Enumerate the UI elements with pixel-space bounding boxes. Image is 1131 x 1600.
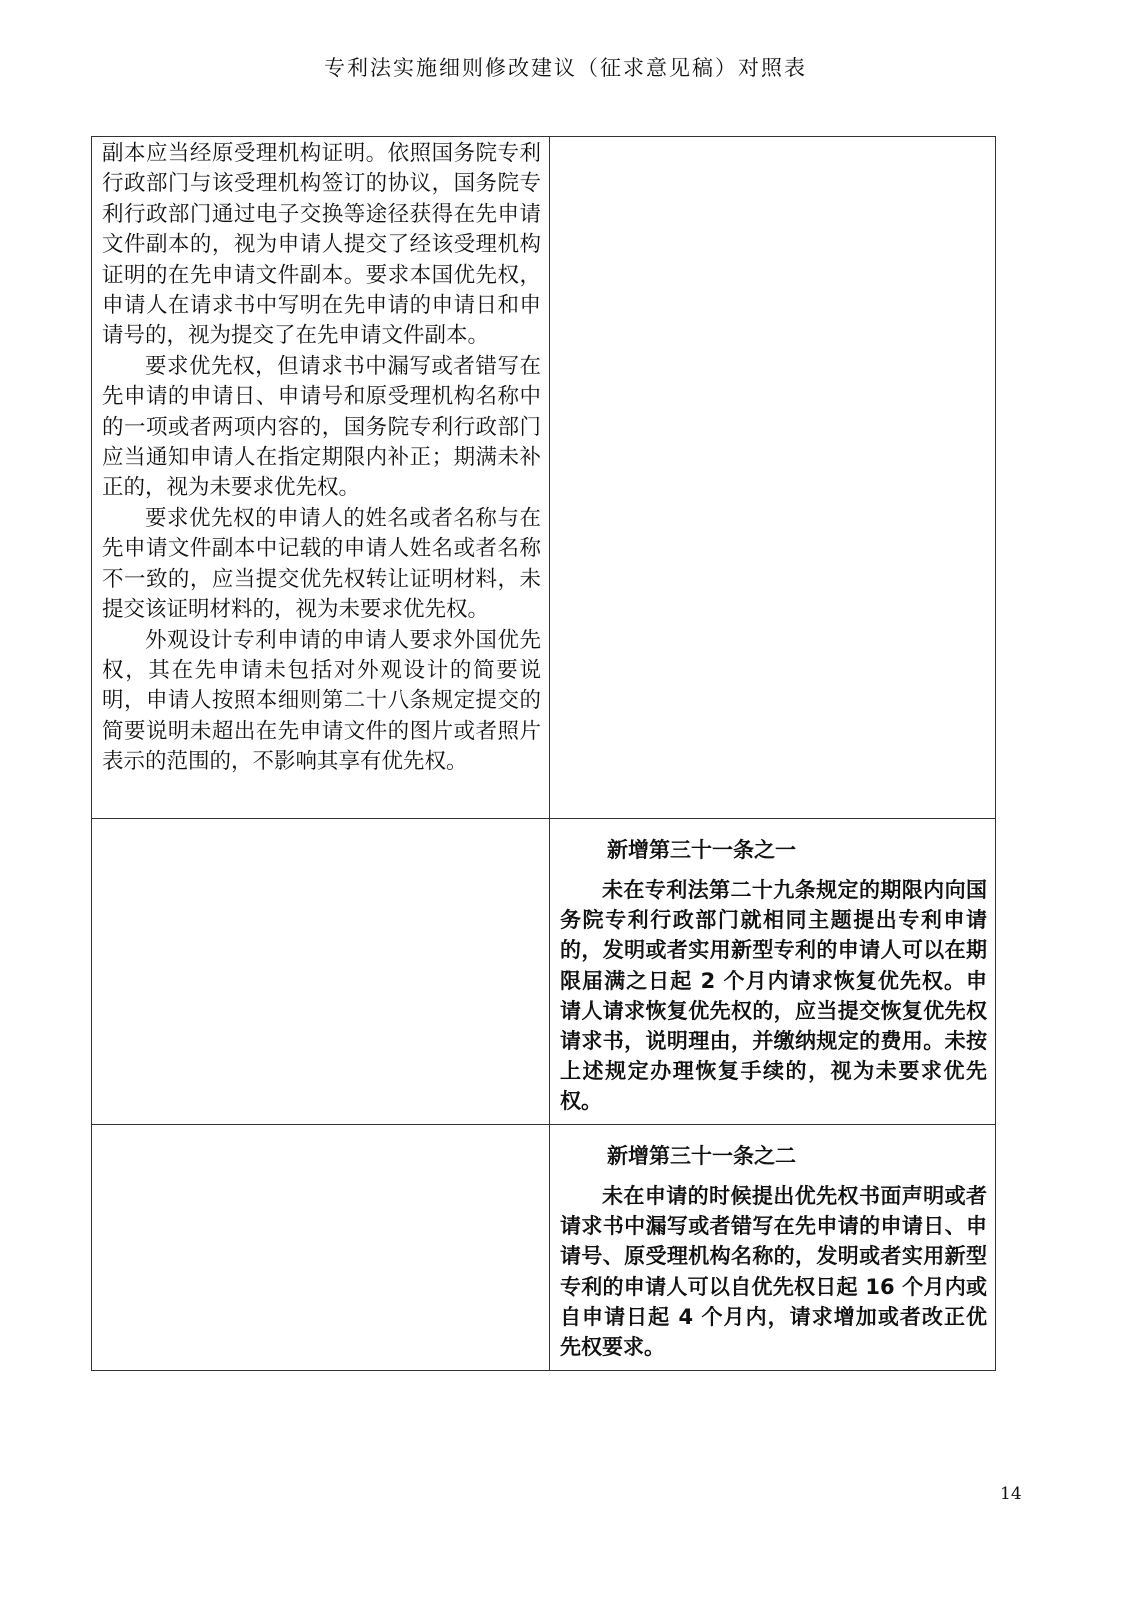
- original-text-cell-empty: [92, 819, 550, 1125]
- original-text-cell-empty: [92, 1125, 550, 1371]
- table-row: [92, 1125, 996, 1371]
- original-paragraph: 外观设计专利申请的申请人要求外国优先权，其在先申请未包括对外观设计的简要说明，申请人按照本细则第二十八条规定提交的简要说明未超出在先申请文件的图片或者照片表示的范围的，不影响其享有优先权。: [102, 627, 541, 775]
- new-article-title: 新增第三十一条之二: [607, 1144, 796, 1168]
- proposed-text-cell-empty: [550, 137, 996, 819]
- page-number: 14: [1000, 1484, 1022, 1504]
- original-paragraph: 要求优先权，但请求书中漏写或者错写在先申请的申请日、申请号和原受理机构名称中的一项或者两项内容的，国务院专利行政部门应当通知申请人在指定期限内补正；期满未补正的，视为未要求优先权。: [102, 353, 541, 501]
- table-row: [92, 137, 996, 819]
- comparison-table: [91, 136, 996, 1371]
- new-article-title: 新增第三十一条之一: [607, 838, 796, 862]
- proposed-text-cell: [550, 1125, 996, 1371]
- new-article-body: 未在专利法第二十九条规定的期限内向国务院专利行政部门就相同主题提出专利申请的，发明或者实用新型专利的申请人可以在期限届满之日起 2 个月内请求恢复优先权。申请人请求恢复优先权的，应当提交恢复优先权请求书，说明理由，并缴纳规定的费用。未按上述规定办理恢复手续的，视为未要求优先权。: [560, 878, 987, 1114]
- page-header-title: 专利法实施细则修改建议（征求意见稿）对照表: [324, 56, 807, 80]
- original-paragraph: 要求优先权的申请人的姓名或者名称与在先申请文件副本中记载的申请人姓名或者名称不一致的，应当提交优先权转让证明材料，未提交该证明材料的，视为未要求优先权。: [102, 505, 541, 623]
- new-article-body: 未在申请的时候提出优先权书面声明或者请求书中漏写或者错写在先申请的申请日、申请号、原受理机构名称的，发明或者实用新型专利的申请人可以自优先权日起 16 个月内或自申请日起 4 个月内，请求增加或者改正优先权要求。: [560, 1184, 987, 1360]
- original-paragraph: 副本应当经原受理机构证明。依照国务院专利行政部门与该受理机构签订的协议，国务院专利行政部门通过电子交换等途径获得在先申请文件副本的，视为申请人提交了经该受理机构证明的在先申请文件副本。要求本国优先权，申请人在请求书中写明在先申请的申请日和申请号的，视为提交了在先申请文件副本。: [102, 141, 541, 349]
- original-text-cell: [92, 137, 550, 819]
- table-row: [92, 819, 996, 1125]
- proposed-text-cell: [550, 819, 996, 1125]
